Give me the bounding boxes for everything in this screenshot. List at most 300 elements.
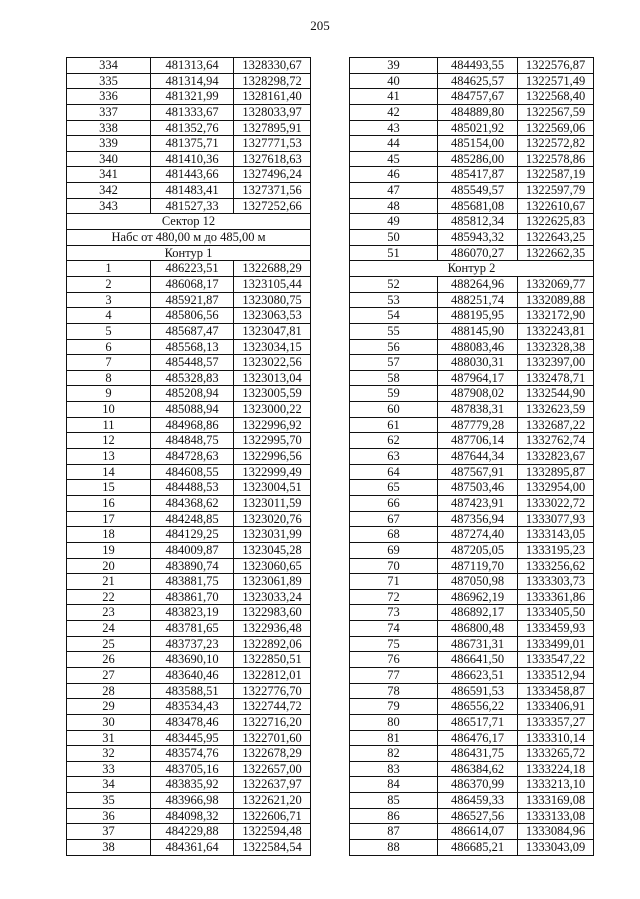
x-coordinate-cell: 483966,98 (151, 793, 234, 808)
table-row (350, 308, 594, 324)
point-number-cell: 7 (67, 355, 151, 370)
x-coordinate-cell: 488264,96 (438, 277, 518, 292)
y-coordinate-cell: 1323004,51 (234, 480, 311, 495)
y-coordinate-cell: 1333303,73 (518, 574, 594, 589)
x-coordinate-cell: 486431,75 (438, 746, 518, 761)
y-coordinate-cell: 1332172,90 (518, 308, 594, 323)
point-number-cell: 339 (67, 136, 151, 151)
x-coordinate-cell: 484488,53 (151, 480, 234, 495)
table-row (67, 418, 311, 434)
y-coordinate-cell: 1333310,14 (518, 731, 594, 746)
point-number-cell: 2 (67, 277, 151, 292)
x-coordinate-cell: 483640,46 (151, 668, 234, 683)
point-number-cell: 22 (67, 590, 151, 605)
table-row (350, 699, 594, 715)
point-number-cell: 12 (67, 433, 151, 448)
x-coordinate-cell: 484129,25 (151, 527, 234, 542)
x-coordinate-cell: 488083,46 (438, 340, 518, 355)
point-number-cell: 29 (67, 699, 151, 714)
y-coordinate-cell: 1323034,15 (234, 340, 311, 355)
table-row (350, 480, 594, 496)
point-number-cell: 88 (350, 840, 438, 855)
table-row (350, 246, 594, 262)
table-row (67, 652, 311, 668)
point-number-cell: 20 (67, 559, 151, 574)
x-coordinate-cell: 486591,53 (438, 684, 518, 699)
x-coordinate-cell: 485681,08 (438, 199, 518, 214)
point-number-cell: 35 (67, 793, 151, 808)
table-row (67, 605, 311, 621)
x-coordinate-cell: 486223,51 (151, 261, 234, 276)
x-coordinate-cell: 488195,95 (438, 308, 518, 323)
x-coordinate-cell: 481527,33 (151, 199, 234, 214)
table-row (67, 89, 311, 105)
point-number-cell: 27 (67, 668, 151, 683)
section-header: Контур 2 (350, 261, 594, 276)
section-header-row (350, 261, 594, 277)
point-number-cell: 13 (67, 449, 151, 464)
table-row (350, 340, 594, 356)
point-number-cell: 3 (67, 293, 151, 308)
point-number-cell: 24 (67, 621, 151, 636)
point-number-cell: 337 (67, 105, 151, 120)
y-coordinate-cell: 1322995,70 (234, 433, 311, 448)
point-number-cell: 33 (67, 762, 151, 777)
x-coordinate-cell: 483534,43 (151, 699, 234, 714)
point-number-cell: 26 (67, 652, 151, 667)
table-row (67, 777, 311, 793)
x-coordinate-cell: 486962,19 (438, 590, 518, 605)
y-coordinate-cell: 1327252,66 (234, 199, 311, 214)
point-number-cell: 41 (350, 89, 438, 104)
table-row (350, 74, 594, 90)
point-number-cell: 51 (350, 246, 438, 261)
point-number-cell: 334 (67, 58, 151, 73)
point-number-cell: 87 (350, 824, 438, 839)
right-coordinates-table (349, 57, 594, 856)
y-coordinate-cell: 1327618,63 (234, 152, 311, 167)
point-number-cell: 48 (350, 199, 438, 214)
y-coordinate-cell: 1332823,67 (518, 449, 594, 464)
x-coordinate-cell: 486685,21 (438, 840, 518, 855)
table-row (350, 277, 594, 293)
point-number-cell: 50 (350, 230, 438, 245)
table-row (350, 824, 594, 840)
point-number-cell: 74 (350, 621, 438, 636)
table-row (350, 777, 594, 793)
point-number-cell: 72 (350, 590, 438, 605)
y-coordinate-cell: 1333169,08 (518, 793, 594, 808)
table-row (67, 371, 311, 387)
point-number-cell: 45 (350, 152, 438, 167)
table-row (350, 684, 594, 700)
point-number-cell: 81 (350, 731, 438, 746)
point-number-cell: 57 (350, 355, 438, 370)
point-number-cell: 4 (67, 308, 151, 323)
point-number-cell: 73 (350, 605, 438, 620)
y-coordinate-cell: 1328298,72 (234, 74, 311, 89)
x-coordinate-cell: 481321,99 (151, 89, 234, 104)
y-coordinate-cell: 1322610,67 (518, 199, 594, 214)
section-header: Контур 1 (67, 246, 311, 261)
y-coordinate-cell: 1333512,94 (518, 668, 594, 683)
page-number: 205 (310, 18, 330, 33)
x-coordinate-cell: 484757,67 (438, 89, 518, 104)
table-row (350, 183, 594, 199)
y-coordinate-cell: 1323022,56 (234, 355, 311, 370)
x-coordinate-cell: 486556,22 (438, 699, 518, 714)
x-coordinate-cell: 487567,91 (438, 465, 518, 480)
table-row (67, 105, 311, 121)
x-coordinate-cell: 485088,94 (151, 402, 234, 417)
table-row (67, 402, 311, 418)
y-coordinate-cell: 1332089,88 (518, 293, 594, 308)
x-coordinate-cell: 486731,31 (438, 637, 518, 652)
y-coordinate-cell: 1323080,75 (234, 293, 311, 308)
y-coordinate-cell: 1333357,27 (518, 715, 594, 730)
table-row (350, 230, 594, 246)
y-coordinate-cell: 1333224,18 (518, 762, 594, 777)
y-coordinate-cell: 1322812,01 (234, 668, 311, 683)
x-coordinate-cell: 484229,88 (151, 824, 234, 839)
x-coordinate-cell: 483574,76 (151, 746, 234, 761)
point-number-cell: 60 (350, 402, 438, 417)
point-number-cell: 58 (350, 371, 438, 386)
y-coordinate-cell: 1323005,59 (234, 386, 311, 401)
y-coordinate-cell: 1322662,35 (518, 246, 594, 261)
table-row (67, 58, 311, 74)
table-row (350, 167, 594, 183)
point-number-cell: 70 (350, 559, 438, 574)
table-row (350, 214, 594, 230)
y-coordinate-cell: 1322996,92 (234, 418, 311, 433)
point-number-cell: 28 (67, 684, 151, 699)
y-coordinate-cell: 1332762,74 (518, 433, 594, 448)
table-row (350, 621, 594, 637)
table-row (350, 465, 594, 481)
table-row (67, 449, 311, 465)
point-number-cell: 61 (350, 418, 438, 433)
point-number-cell: 25 (67, 637, 151, 652)
x-coordinate-cell: 483445,95 (151, 731, 234, 746)
point-number-cell: 56 (350, 340, 438, 355)
y-coordinate-cell: 1322606,71 (234, 809, 311, 824)
x-coordinate-cell: 487964,17 (438, 371, 518, 386)
x-coordinate-cell: 485568,13 (151, 340, 234, 355)
y-coordinate-cell: 1333084,96 (518, 824, 594, 839)
y-coordinate-cell: 1323013,04 (234, 371, 311, 386)
x-coordinate-cell: 484608,55 (151, 465, 234, 480)
y-coordinate-cell: 1332895,87 (518, 465, 594, 480)
y-coordinate-cell: 1323063,53 (234, 308, 311, 323)
x-coordinate-cell: 485286,00 (438, 152, 518, 167)
point-number-cell: 46 (350, 167, 438, 182)
table-row (350, 840, 594, 856)
point-number-cell: 54 (350, 308, 438, 323)
table-row (67, 136, 311, 152)
x-coordinate-cell: 484848,75 (151, 433, 234, 448)
y-coordinate-cell: 1322936,48 (234, 621, 311, 636)
point-number-cell: 79 (350, 699, 438, 714)
x-coordinate-cell: 481483,41 (151, 183, 234, 198)
y-coordinate-cell: 1322584,54 (234, 840, 311, 855)
table-row (67, 824, 311, 840)
table-row (67, 715, 311, 731)
x-coordinate-cell: 481314,94 (151, 74, 234, 89)
point-number-cell: 11 (67, 418, 151, 433)
table-row (67, 199, 311, 215)
y-coordinate-cell: 1322572,82 (518, 136, 594, 151)
table-row (350, 605, 594, 621)
table-row (67, 840, 311, 856)
x-coordinate-cell: 484248,85 (151, 512, 234, 527)
y-coordinate-cell: 1333143,05 (518, 527, 594, 542)
point-number-cell: 78 (350, 684, 438, 699)
point-number-cell: 38 (67, 840, 151, 855)
table-row (67, 543, 311, 559)
y-coordinate-cell: 1333195,23 (518, 543, 594, 558)
point-number-cell: 77 (350, 668, 438, 683)
y-coordinate-cell: 1322716,20 (234, 715, 311, 730)
point-number-cell: 86 (350, 809, 438, 824)
table-row (67, 699, 311, 715)
x-coordinate-cell: 483737,23 (151, 637, 234, 652)
x-coordinate-cell: 486800,48 (438, 621, 518, 636)
table-row (350, 762, 594, 778)
table-row (350, 355, 594, 371)
y-coordinate-cell: 1333405,50 (518, 605, 594, 620)
y-coordinate-cell: 1322983,60 (234, 605, 311, 620)
x-coordinate-cell: 486459,33 (438, 793, 518, 808)
table-row (350, 574, 594, 590)
point-number-cell: 65 (350, 480, 438, 495)
y-coordinate-cell: 1327895,91 (234, 121, 311, 136)
table-row (350, 527, 594, 543)
point-number-cell: 52 (350, 277, 438, 292)
y-coordinate-cell: 1333077,93 (518, 512, 594, 527)
point-number-cell: 17 (67, 512, 151, 527)
x-coordinate-cell: 485921,87 (151, 293, 234, 308)
point-number-cell: 14 (67, 465, 151, 480)
table-row (350, 58, 594, 74)
point-number-cell: 42 (350, 105, 438, 120)
x-coordinate-cell: 484009,87 (151, 543, 234, 558)
x-coordinate-cell: 483705,16 (151, 762, 234, 777)
x-coordinate-cell: 487274,40 (438, 527, 518, 542)
table-row (67, 621, 311, 637)
table-row (350, 402, 594, 418)
table-row (350, 89, 594, 105)
point-number-cell: 76 (350, 652, 438, 667)
x-coordinate-cell: 485021,92 (438, 121, 518, 136)
table-row (67, 512, 311, 528)
x-coordinate-cell: 481352,76 (151, 121, 234, 136)
y-coordinate-cell: 1322637,97 (234, 777, 311, 792)
y-coordinate-cell: 1322892,06 (234, 637, 311, 652)
x-coordinate-cell: 486641,50 (438, 652, 518, 667)
point-number-cell: 82 (350, 746, 438, 761)
point-number-cell: 64 (350, 465, 438, 480)
table-row (350, 324, 594, 340)
y-coordinate-cell: 1322576,87 (518, 58, 594, 73)
section-header-row (67, 230, 311, 246)
point-number-cell: 67 (350, 512, 438, 527)
section-header: Сектор 12 (67, 214, 311, 229)
table-row (67, 261, 311, 277)
table-row (67, 308, 311, 324)
y-coordinate-cell: 1323000,22 (234, 402, 311, 417)
y-coordinate-cell: 1332478,71 (518, 371, 594, 386)
point-number-cell: 341 (67, 167, 151, 182)
point-number-cell: 83 (350, 762, 438, 777)
point-number-cell: 19 (67, 543, 151, 558)
y-coordinate-cell: 1322850,51 (234, 652, 311, 667)
point-number-cell: 44 (350, 136, 438, 151)
y-coordinate-cell: 1322587,19 (518, 167, 594, 182)
point-number-cell: 16 (67, 496, 151, 511)
point-number-cell: 336 (67, 89, 151, 104)
x-coordinate-cell: 487503,46 (438, 480, 518, 495)
table-row (67, 74, 311, 90)
x-coordinate-cell: 481333,67 (151, 105, 234, 120)
x-coordinate-cell: 483588,51 (151, 684, 234, 699)
table-row (67, 668, 311, 684)
x-coordinate-cell: 485549,57 (438, 183, 518, 198)
y-coordinate-cell: 1322701,60 (234, 731, 311, 746)
point-number-cell: 69 (350, 543, 438, 558)
y-coordinate-cell: 1323060,65 (234, 559, 311, 574)
table-row (67, 746, 311, 762)
table-row (67, 762, 311, 778)
x-coordinate-cell: 481375,71 (151, 136, 234, 151)
section-header-row (67, 214, 311, 230)
table-row (67, 277, 311, 293)
point-number-cell: 335 (67, 74, 151, 89)
y-coordinate-cell: 1323033,24 (234, 590, 311, 605)
x-coordinate-cell: 488030,31 (438, 355, 518, 370)
y-coordinate-cell: 1322643,25 (518, 230, 594, 245)
y-coordinate-cell: 1322688,29 (234, 261, 311, 276)
table-row (350, 496, 594, 512)
y-coordinate-cell: 1333459,93 (518, 621, 594, 636)
y-coordinate-cell: 1323020,76 (234, 512, 311, 527)
y-coordinate-cell: 1333458,87 (518, 684, 594, 699)
y-coordinate-cell: 1332069,77 (518, 277, 594, 292)
y-coordinate-cell: 1333499,01 (518, 637, 594, 652)
table-row (350, 652, 594, 668)
y-coordinate-cell: 1328161,40 (234, 89, 311, 104)
point-number-cell: 63 (350, 449, 438, 464)
point-number-cell: 18 (67, 527, 151, 542)
y-coordinate-cell: 1327496,24 (234, 167, 311, 182)
y-coordinate-cell: 1332243,81 (518, 324, 594, 339)
table-row (350, 418, 594, 434)
table-row (350, 152, 594, 168)
y-coordinate-cell: 1322594,48 (234, 824, 311, 839)
x-coordinate-cell: 485328,83 (151, 371, 234, 386)
y-coordinate-cell: 1333256,62 (518, 559, 594, 574)
x-coordinate-cell: 486892,17 (438, 605, 518, 620)
table-row (350, 136, 594, 152)
x-coordinate-cell: 485154,00 (438, 136, 518, 151)
point-number-cell: 32 (67, 746, 151, 761)
point-number-cell: 47 (350, 183, 438, 198)
y-coordinate-cell: 1333022,72 (518, 496, 594, 511)
x-coordinate-cell: 485687,47 (151, 324, 234, 339)
point-number-cell: 340 (67, 152, 151, 167)
table-row (67, 496, 311, 512)
table-row (350, 105, 594, 121)
point-number-cell: 49 (350, 214, 438, 229)
x-coordinate-cell: 481410,36 (151, 152, 234, 167)
table-row (350, 293, 594, 309)
x-coordinate-cell: 484098,32 (151, 809, 234, 824)
table-row (67, 293, 311, 309)
y-coordinate-cell: 1322999,49 (234, 465, 311, 480)
point-number-cell: 53 (350, 293, 438, 308)
x-coordinate-cell: 485208,94 (151, 386, 234, 401)
x-coordinate-cell: 485448,57 (151, 355, 234, 370)
x-coordinate-cell: 487050,98 (438, 574, 518, 589)
point-number-cell: 34 (67, 777, 151, 792)
x-coordinate-cell: 484968,86 (151, 418, 234, 433)
x-coordinate-cell: 483823,19 (151, 605, 234, 620)
x-coordinate-cell: 485806,56 (151, 308, 234, 323)
x-coordinate-cell: 486370,99 (438, 777, 518, 792)
x-coordinate-cell: 487423,91 (438, 496, 518, 511)
table-row (350, 559, 594, 575)
x-coordinate-cell: 486068,17 (151, 277, 234, 292)
x-coordinate-cell: 483881,75 (151, 574, 234, 589)
x-coordinate-cell: 486384,62 (438, 762, 518, 777)
x-coordinate-cell: 488145,90 (438, 324, 518, 339)
table-row (350, 199, 594, 215)
y-coordinate-cell: 1327371,56 (234, 183, 311, 198)
point-number-cell: 23 (67, 605, 151, 620)
table-row (67, 167, 311, 183)
x-coordinate-cell: 483690,10 (151, 652, 234, 667)
x-coordinate-cell: 487205,05 (438, 543, 518, 558)
x-coordinate-cell: 483861,70 (151, 590, 234, 605)
y-coordinate-cell: 1333213,10 (518, 777, 594, 792)
x-coordinate-cell: 487356,94 (438, 512, 518, 527)
table-row (350, 512, 594, 528)
table-row (67, 355, 311, 371)
x-coordinate-cell: 487119,70 (438, 559, 518, 574)
table-row (67, 340, 311, 356)
table-row (350, 543, 594, 559)
x-coordinate-cell: 484493,55 (438, 58, 518, 73)
table-row (67, 324, 311, 340)
table-row (67, 433, 311, 449)
y-coordinate-cell: 1322657,00 (234, 762, 311, 777)
x-coordinate-cell: 484728,63 (151, 449, 234, 464)
y-coordinate-cell: 1322776,70 (234, 684, 311, 699)
x-coordinate-cell: 487706,14 (438, 433, 518, 448)
table-row (67, 793, 311, 809)
table-row (67, 559, 311, 575)
table-row (67, 684, 311, 700)
y-coordinate-cell: 1332544,90 (518, 386, 594, 401)
point-number-cell: 66 (350, 496, 438, 511)
x-coordinate-cell: 487908,02 (438, 386, 518, 401)
y-coordinate-cell: 1323045,28 (234, 543, 311, 558)
y-coordinate-cell: 1322621,20 (234, 793, 311, 808)
point-number-cell: 338 (67, 121, 151, 136)
y-coordinate-cell: 1332954,00 (518, 480, 594, 495)
table-row (67, 527, 311, 543)
y-coordinate-cell: 1323047,81 (234, 324, 311, 339)
